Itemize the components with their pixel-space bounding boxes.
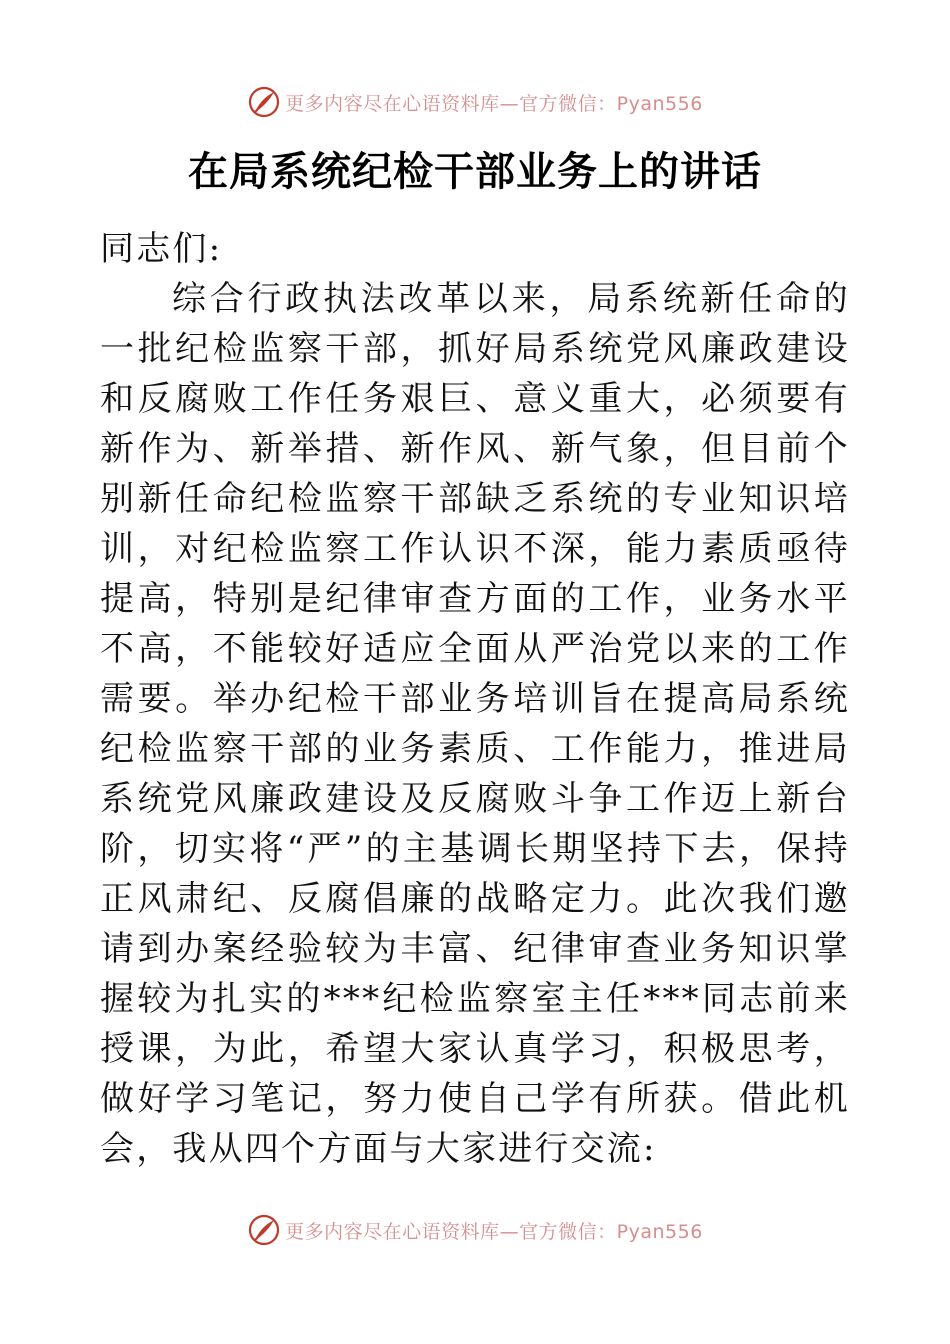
quill-logo-icon xyxy=(247,1213,281,1247)
body-paragraph: 综合行政执法改革以来，局系统新任命的一批纪检监察干部，抓好局系统党风廉政建设和反腐败工作任务艰巨、意义重大，必须要有新作为、新举措、新作风、新气象，但目前个别新任命纪检监察干部缺乏系统的专业知识培训，对纪检监察工作认识不深，能力素质亟待提高，特别是纪律审查方面的工作，业务水平不高，不能较好适应全面从严治党以来的工作需要。举办纪检干部业务培训旨在提高局系统纪检监察干部的业务素质、工作能力，推进局系统党风廉政建设及反腐败斗争工作迈上新台阶，切实将“严”的主基调长期坚持下去，保持正风肃纪、反腐倡廉的战略定力。此次我们邀请到办案经验较为丰富、纪律审查业务知识掌握较为扎实的***纪检监察室主任***同志前来授课，为此，希望大家认真学习，积极思考，做好学习笔记，努力使自己学有所获。借此机会，我从四个方面与大家进行交流: xyxy=(100,279,850,1169)
watermark-header xyxy=(0,82,950,122)
watermark-text: 更多内容尽在心语资料库—官方微信：Pyan556 xyxy=(285,92,703,115)
document-title: 在局系统纪检干部业务上的讲话 xyxy=(188,148,762,195)
document-body xyxy=(100,224,850,1174)
salutation: 同志们: xyxy=(100,229,223,269)
quill-logo-icon xyxy=(247,85,281,119)
watermark-text: 更多内容尽在心语资料库—官方微信：Pyan556 xyxy=(285,1220,703,1243)
watermark-footer xyxy=(0,1210,950,1250)
